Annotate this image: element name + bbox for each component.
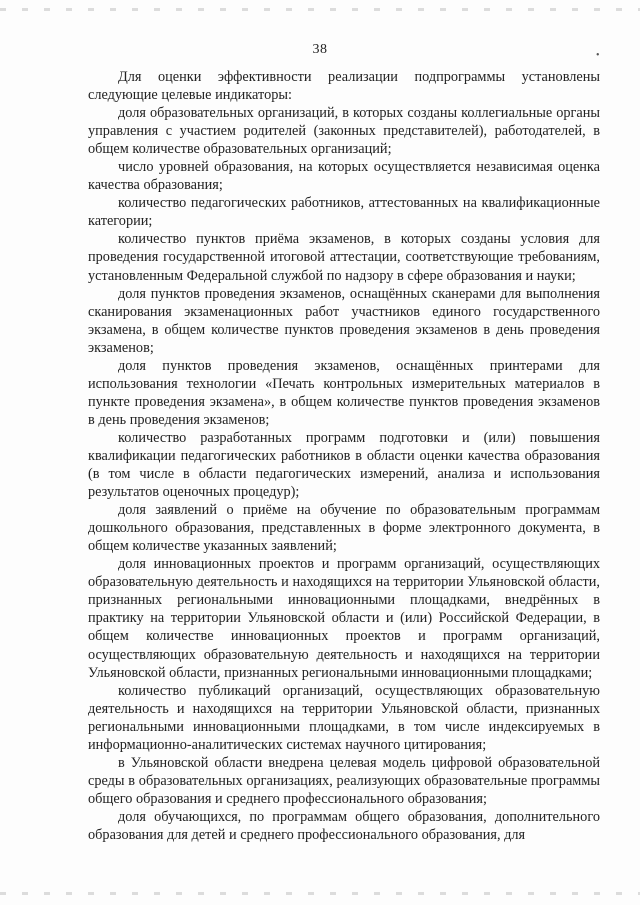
paragraph-indicator: количество педагогических работников, аттестованных на квалификационные категории; bbox=[88, 195, 600, 230]
paragraph-indicator: доля заявлений о приёме на обучение по образовательным программам дошкольного образования, представленных в форме электронного документа, в общем количестве указанных заявлений; bbox=[88, 502, 600, 555]
paragraph-indicator: количество разработанных программ подготовки и (или) повышения квалификации педагогических работников в области оценки качества образования (в том числе в области педагогических измерений, анализа и использования результатов оценочных процедур); bbox=[88, 429, 600, 501]
scan-edge-top bbox=[0, 8, 640, 11]
scan-edge-bottom bbox=[0, 892, 640, 895]
paragraph-indicator: доля обучающихся, по программам общего образования, дополнительного образования для детей и среднего профессионального образования, для bbox=[88, 808, 600, 843]
scan-mark: • bbox=[596, 50, 600, 61]
paragraph-indicator: количество публикаций организаций, осуществляющих образовательную деятельность и находящихся на территории Ульяновской области, признанных региональными инновационными площадками, в том числе индексируемых в информационно-аналитических системах научного цитирования; bbox=[88, 682, 600, 753]
body-text bbox=[88, 68, 600, 844]
paragraph-indicator: число уровней образования, на которых осуществляется независимая оценка качества образования; bbox=[88, 159, 600, 194]
paragraph-indicator: количество пунктов приёма экзаменов, в которых созданы условия для проведения государственной итоговой аттестации, соответствующие требованиям, установленным Федеральной службой по надзору в сфере образования и науки; bbox=[88, 231, 600, 284]
page-number: 38 bbox=[312, 42, 328, 57]
paragraph-indicator: в Ульяновской области внедрена целевая модель цифровой образовательной среды в образовательных организациях, реализующих образовательные программы общего образования и среднего профессионального образования; bbox=[88, 754, 600, 807]
paragraph-indicator: доля образовательных организаций, в которых созданы коллегиальные органы управления с участием родителей (законных представителей), работодателей, в общем количестве образовательных организаций; bbox=[88, 105, 600, 158]
paragraph-intro: Для оценки эффективности реализации подпрограммы установлены следующие целевые индикаторы: bbox=[88, 69, 600, 104]
paragraph-indicator: доля пунктов проведения экзаменов, оснащённых принтерами для использования технологии «Печать контрольных измерительных материалов в пункте проведения экзамена», в общем количестве пунктов проведения экзаменов в день проведения экзаменов; bbox=[88, 357, 600, 428]
paragraph-indicator: доля инновационных проектов и программ организаций, осуществляющих образовательную деятельность и находящихся на территории Ульяновской области, признанных региональными инновационными площадками, внедрённых в практику на территории Ульяновской области и (или) Российской Федерации, в общем количестве инновационных проектов и программ организаций, осуществляющих образовательную деятельность и находящихся на территории Ульяновской области, признанных региональными инновационными площадками; bbox=[88, 556, 600, 681]
paragraph-indicator: доля пунктов проведения экзаменов, оснащённых сканерами для выполнения сканирования экзаменационных работ участников единого государственного экзамена, в общем количестве пунктов проведения экзаменов в день проведения экзаменов; bbox=[88, 285, 600, 356]
